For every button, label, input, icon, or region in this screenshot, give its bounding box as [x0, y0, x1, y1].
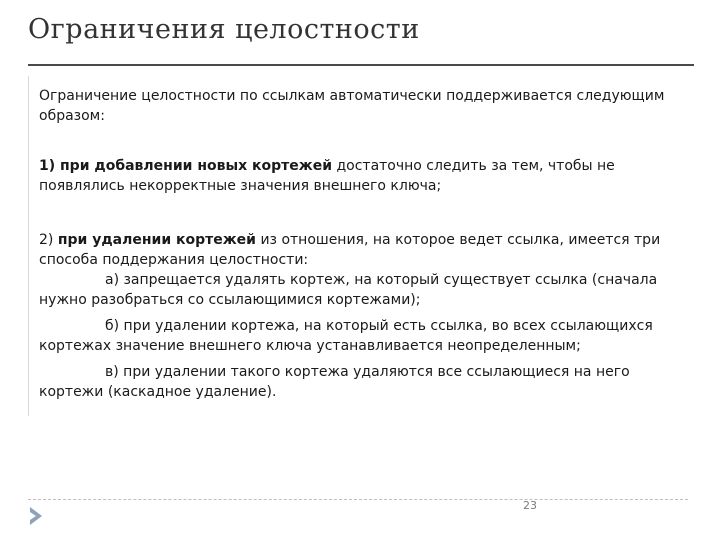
item-1-paragraph [39, 156, 694, 196]
page-number: 23 [523, 499, 537, 512]
footer-divider [28, 499, 688, 500]
option-a: а) запрещается удалять кортеж, на который существует ссылка (сначала нужно разобраться со ссылающимися кортежами); [39, 272, 658, 308]
item-1-bold: 1) при добавлении новых кортежей [39, 158, 333, 174]
intro-paragraph: Ограничение целостности по ссылкам автоматически поддерживается следующим образом: [39, 88, 665, 124]
slide-title: Ограничения целостности [28, 14, 420, 45]
option-c: в) при удалении такого кортежа удаляются все ссылающиеся на него кортежи (каскадное удаление). [39, 364, 630, 400]
item-2-bold: при удалении кортежей [57, 232, 256, 248]
title-divider [28, 64, 694, 66]
chevron-shape [30, 507, 42, 525]
item-2-lead [39, 232, 660, 268]
item-1-text: достаточно следить за тем, чтобы не появлялись некорректные значения внешнего ключа; [39, 158, 615, 194]
item-2-text: из отношения, на которое ведет ссылка, имеется три способа поддержания целостности: [39, 232, 661, 268]
item-2-paragraph [39, 230, 694, 402]
content-area [28, 76, 694, 416]
item-2-prefix: 2) [39, 232, 58, 248]
next-slide-chevron-icon[interactable] [28, 505, 44, 527]
option-b: б) при удалении кортежа, на который есть ссылка, во всех ссылающихся кортежах значение внешнего ключа устанавливается неопределенным; [39, 318, 653, 354]
